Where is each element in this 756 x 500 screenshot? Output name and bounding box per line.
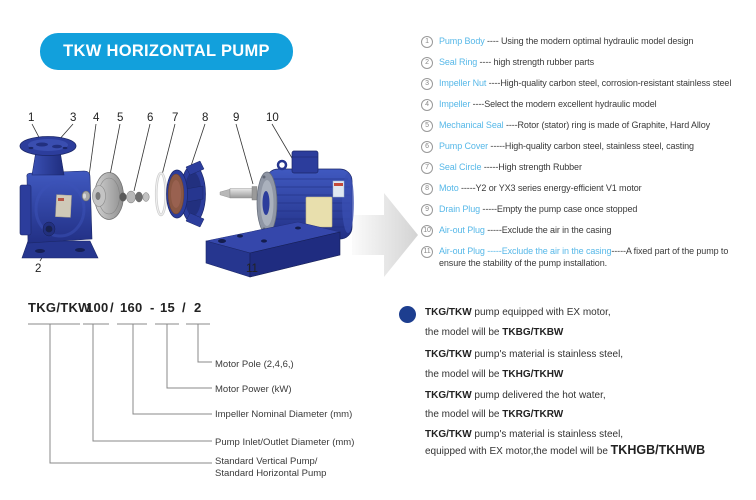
part-item-4 (421, 99, 753, 111)
part-item-1 (421, 36, 753, 48)
part-number-badge: 9 (421, 204, 433, 216)
part-label-3: 3 (70, 112, 77, 124)
part-number-badge: 8 (421, 183, 433, 195)
model-series: TKG/TKW (28, 300, 91, 315)
model-impeller-size: 160 (120, 300, 143, 315)
model-inlet-size: 100 (86, 300, 109, 315)
note-4-line-2: equipped with EX motor,the model will be TKHGB/TKHWB (425, 443, 706, 457)
part-name: Impeller (439, 99, 471, 109)
part-name: Impeller Nut (439, 78, 487, 88)
motor-shaft (220, 187, 257, 201)
part-desc: ---- high strength rubber parts (477, 57, 594, 67)
label-motor-pole: Motor Pole (2,4,6,) (215, 359, 294, 370)
part-number-badge: 2 (421, 57, 433, 69)
note-1-line-1: TKG/TKW pump equipped with EX motor, (425, 307, 611, 318)
model-separator: / (110, 300, 114, 315)
part-desc: ---- Using the modern optimal hydraulic model design (484, 36, 694, 46)
part-name: Pump Cover (439, 141, 489, 151)
note-2-line-1: TKG/TKW pump's material is stainless steel, (425, 349, 624, 360)
label-standard-line1: Standard Vertical Pump/ (215, 456, 318, 467)
part-desc: ----Rotor (stator) ring is made of Graphite, Hard Alloy (503, 120, 711, 130)
title-banner (40, 33, 293, 70)
part-desc: -----A fixed part of the pump to ensure the stability of the pump installation. (439, 246, 729, 268)
part-item-5 (421, 120, 753, 132)
part-item-8 (421, 183, 753, 195)
part-desc: -----High-quality carbon steel, stainless steel, casting (488, 141, 694, 151)
part-number-badge: 10 (421, 225, 433, 237)
impeller (93, 173, 124, 220)
part-label-6: 6 (147, 112, 154, 124)
label-inlet-outlet: Pump Inlet/Outlet Diameter (mm) (215, 437, 355, 448)
part-name: Air-out Plug -----Exclude the air in the casing (439, 246, 612, 256)
part-item-10 (421, 225, 753, 237)
part-name: Mechanical Seal (439, 120, 504, 130)
parts-list (421, 36, 753, 278)
part-label-9: 9 (233, 112, 240, 124)
model-power: 15 (160, 300, 176, 315)
pump-exploded-diagram (0, 95, 420, 290)
note-3-line-2: the model will be TKRG/TKRW (425, 409, 564, 420)
base-plate (206, 222, 340, 277)
part-item-9 (421, 204, 753, 216)
part-label-2: 2 (35, 263, 42, 275)
note-3-line-1: TKG/TKW pump delivered the hot water, (425, 390, 606, 401)
label-standard-pump (215, 456, 326, 479)
part-label-10: 10 (266, 112, 279, 124)
part-item-2 (421, 57, 753, 69)
part-name: Pump Body (439, 36, 485, 46)
part-item-7 (421, 162, 753, 174)
part-name: Drain Plug (439, 204, 481, 214)
pump-cover (167, 161, 206, 227)
part-desc: -----Exclude the air in the casing (484, 225, 612, 235)
impeller-nut (82, 191, 90, 201)
part-number-badge: 1 (421, 36, 433, 48)
note-1-line-2: the model will be TKBG/TKBW (425, 327, 564, 338)
part-number-badge: 6 (421, 141, 433, 153)
part-number-badge: 11 (421, 246, 433, 258)
part-number-badge: 5 (421, 120, 433, 132)
part-item-3 (421, 78, 753, 90)
part-label-5: 5 (117, 112, 124, 124)
arrow-right-icon (352, 193, 418, 277)
part-number-badge: 4 (421, 99, 433, 111)
part-item-6 (421, 141, 753, 153)
part-label-7: 7 (172, 112, 179, 124)
part-number-badge: 3 (421, 78, 433, 90)
note-2-line-2: the model will be TKHG/TKHW (425, 369, 564, 380)
label-motor-power: Motor Power (kW) (215, 384, 292, 395)
part-desc: -----High strength Rubber (481, 162, 582, 172)
note-4-line-1: TKG/TKW pump's material is stainless steel, (425, 429, 624, 440)
part-name: Air-out Plug (439, 225, 485, 235)
part-number-badge: 7 (421, 162, 433, 174)
model-dash: - (150, 300, 155, 315)
part-desc: ----Select the modern excellent hydraulic model (470, 99, 657, 109)
part-name: Seal Ring (439, 57, 478, 67)
mechanical-seal-parts (120, 191, 150, 203)
part-desc: -----Y2 or YX3 series energy-efficient V1 motor (458, 183, 642, 193)
label-standard-line2: Standard Horizontal Pump (215, 467, 327, 479)
part-item-11 (421, 246, 743, 269)
model-pole: 2 (194, 300, 202, 315)
page-title: TKW HORIZONTAL PUMP (63, 42, 270, 60)
part-desc: ----High-quality carbon steel, corrosion-resistant stainless steel (486, 78, 732, 88)
model-separator-2: / (182, 300, 186, 315)
part-label-1: 1 (28, 112, 35, 124)
part-label-11: 11 (246, 263, 258, 275)
part-name: Moto (439, 183, 459, 193)
part-name: Seal Circle (439, 162, 482, 172)
seal-o-ring (156, 173, 166, 215)
label-impeller-diameter: Impeller Nominal Diameter (mm) (215, 409, 353, 420)
model-breakdown-lines (20, 293, 220, 483)
part-label-8: 8 (202, 112, 209, 124)
part-label-4: 4 (93, 112, 100, 124)
part-desc: -----Empty the pump case once stopped (480, 204, 638, 214)
bullet-icon (399, 306, 416, 323)
